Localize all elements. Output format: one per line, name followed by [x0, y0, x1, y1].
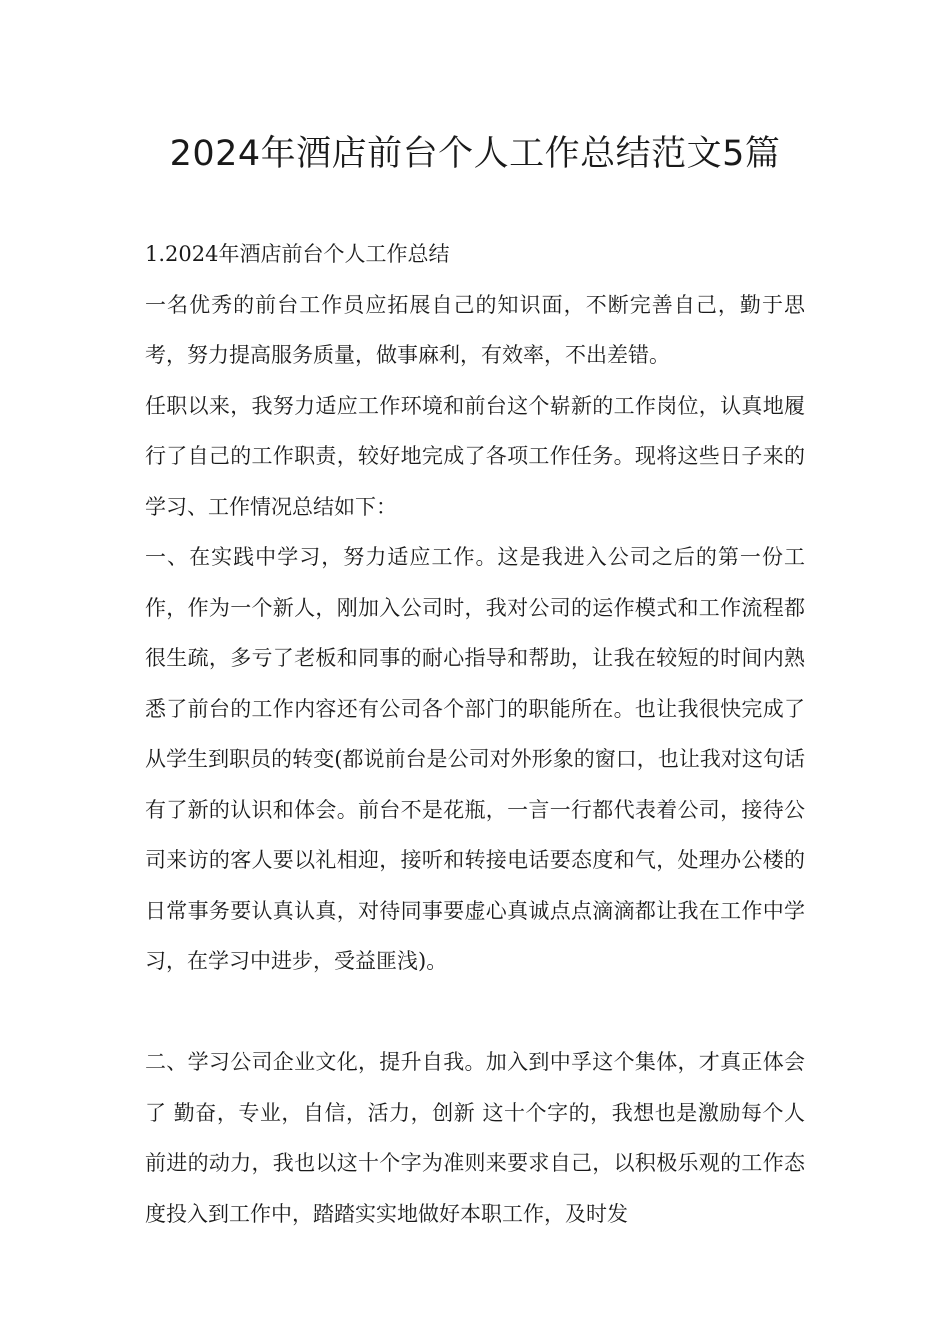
document-title: 2024年酒店前台个人工作总结范文5篇	[169, 134, 781, 174]
section-heading: 1.2024年酒店前台个人工作总结	[145, 242, 450, 266]
paragraph: 一、在实践中学习，努力适应工作。这是我进入公司之后的第一份工作，作为一个新人，刚加入公司时，我对公司的运作模式和工作流程都很生疏，多亏了老板和同事的耐心指导和帮助，让我在较短的时间内熟悉了前台的工作内容还有公司各个部门的职能所在。也让我很快完成了从学生到职员的转变(都说前台是公司对外形象的窗口，也让我对这句话有了新的认识和体会。前台不是花瓶，一言一行都代表着公司，接待公司来访的客人要以礼相迎，接听和转接电话要态度和气，处理办公楼的日常事务要认真认真，对待同事要虚心真诚点点滴滴都让我在工作中学习，在学习中进步，受益匪浅)。	[145, 545, 805, 973]
paragraph: 任职以来，我努力适应工作环境和前台这个崭新的工作岗位，认真地履行了自己的工作职责，较好地完成了各项工作任务。现将这些日子来的学习、工作情况总结如下：	[145, 393, 805, 519]
paragraph: 一名优秀的前台工作员应拓展自己的知识面，不断完善自己，勤于思考，努力提高服务质量，做事麻利，有效率，不出差错。	[145, 292, 805, 367]
paragraph: 二、学习公司企业文化，提升自我。加入到中孚这个集体，才真正体会了 勤奋，专业，自信，活力，创新 这十个字的，我想也是激励每个人前进的动力，我也以这十个字为准则来要求自己，以积极乐观的工作态度投入到工作中，踏踏实实地做好本职工作，及时发	[145, 1050, 805, 1226]
document-body	[145, 229, 805, 1239]
